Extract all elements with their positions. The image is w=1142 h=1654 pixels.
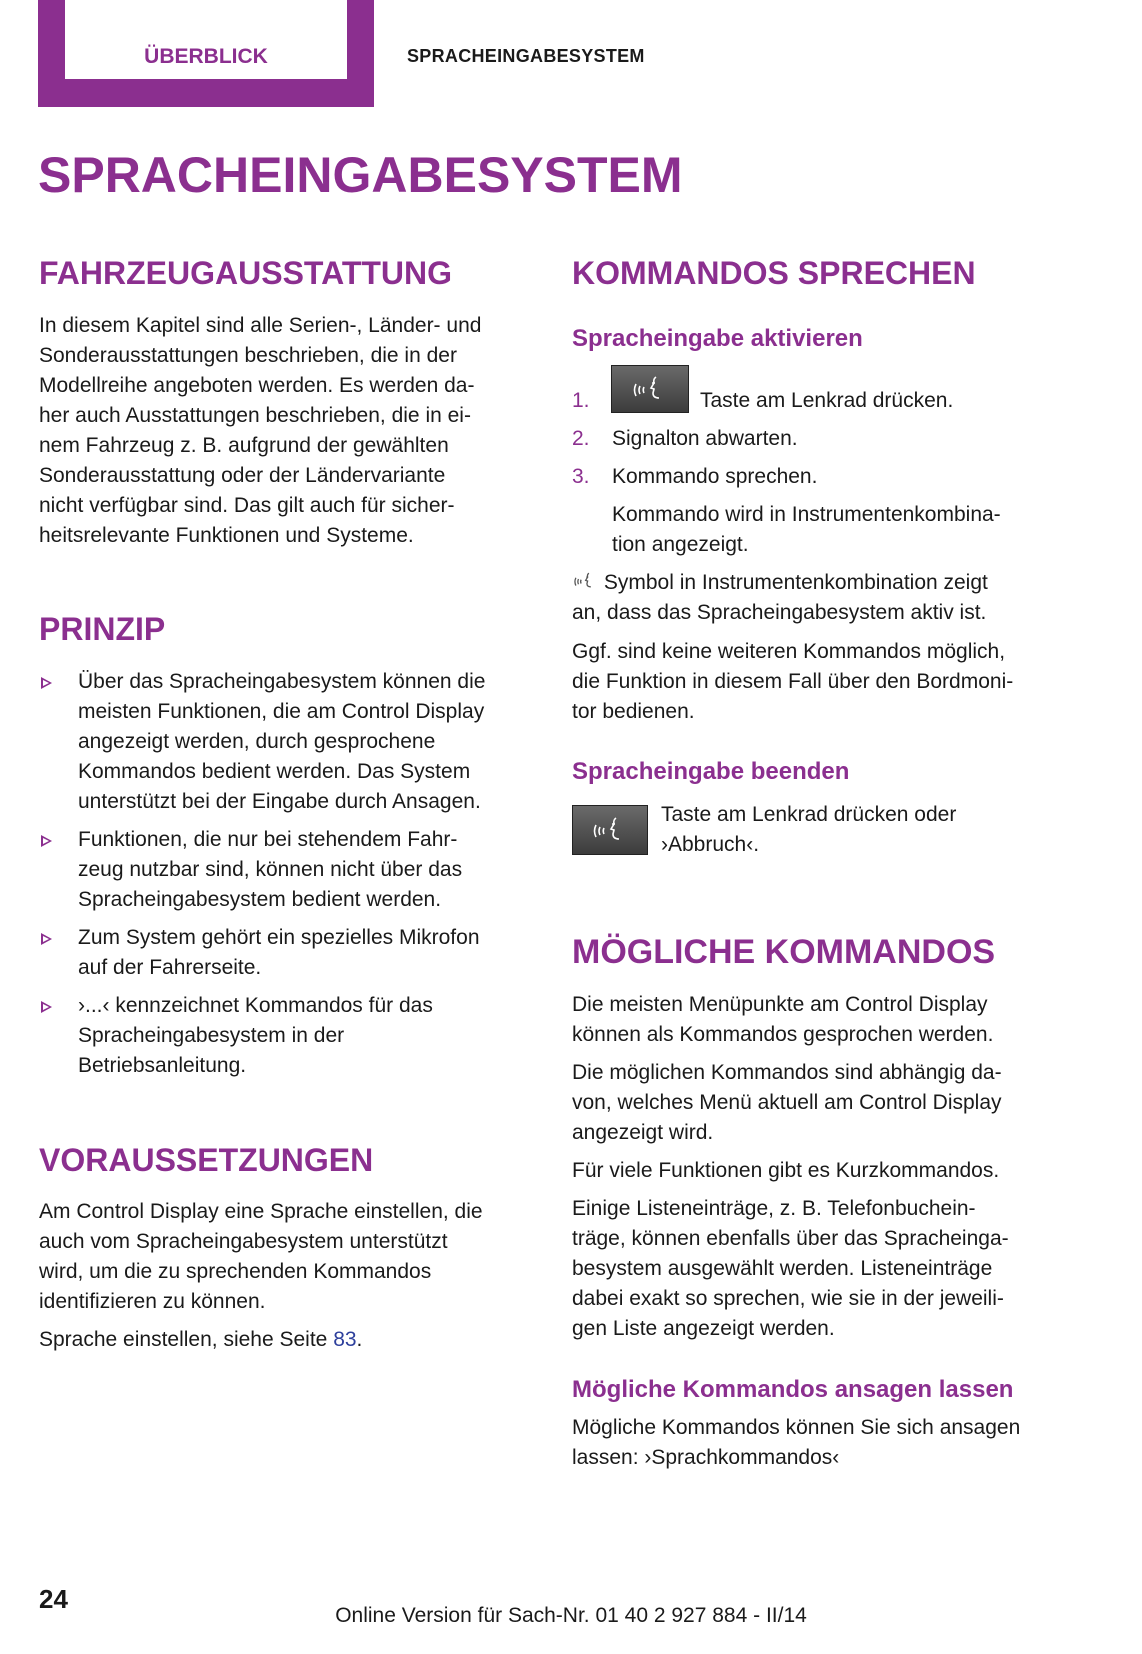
heading-moegliche-kommandos: MÖGLICHE KOMMANDOS: [572, 933, 996, 971]
page-number: 24: [39, 1584, 68, 1614]
language-reference: Sprache einstellen, siehe Seite 83.: [39, 1328, 363, 1351]
step-number: 2.: [572, 427, 590, 450]
running-title: SPRACHEINGABESYSTEM: [407, 46, 645, 66]
heading-ansagen-lassen: Mögliche Kommandos ansagen lassen: [572, 1376, 1014, 1403]
hint-paragraph: Ggf. sind keine weiteren Kommandos möglich, die Funktion in diesem Fall über den Bordmoni- tor bedienen.: [572, 640, 1014, 723]
step-text: Signalton abwarten.: [612, 427, 798, 450]
heading-prinzip: PRINZIP: [39, 611, 166, 647]
voice-command-button-icon: [572, 805, 648, 855]
voraussetzungen-paragraph: Am Control Display eine Sprache einstellen, die auch vom Spracheingabesystem unterstützt wird, um die zu sprechenden Kommandos identifizieren zu können.: [39, 1200, 483, 1313]
step-text: Kommando sprechen.: [612, 465, 818, 488]
heading-kommandos-sprechen: KOMMANDOS SPRECHEN: [572, 255, 976, 291]
voice-command-button-icon: [611, 365, 689, 413]
step-number: 1.: [572, 389, 590, 412]
moegliche-paragraph: Einige Listeneinträge, z. B. Telefonbuchein- träge, können ebenfalls über das Spracheinga- besystem ausgewählt werden. Listeneinträge dabei exakt so sprechen, wie sie in der jeweili- gen Liste angezeigt werden.: [572, 1197, 1009, 1340]
heading-fahrzeugausstattung: FAHRZEUGAUSSTATTUNG: [39, 255, 453, 291]
voice-symbol-icon: [572, 570, 598, 592]
fahrzeug-paragraph: In diesem Kapitel sind alle Serien-, Länder- und Sonderausstattungen beschrieben, die in der Modellreihe angeboten werden. Es werden da- her auch Ausstattungen beschrieben, die in ei- nem Fahrzeug z. B. aufgrund der gewählten Sonderausstattung oder der Ländervariante nicht verfügbar sind. Das gilt auch für sicher- heitsrelevante Funktionen und Systeme.: [39, 314, 482, 547]
moegliche-paragraph: Die möglichen Kommandos sind abhängig da- von, welches Menü aktuell am Control Display angezeigt wird.: [572, 1061, 1002, 1144]
heading-spracheingabe-aktivieren: Spracheingabe aktivieren: [572, 325, 863, 352]
bullet-triangle-icon: [41, 835, 52, 847]
page-link-83[interactable]: 83: [333, 1328, 357, 1351]
heading-spracheingabe-beenden: Spracheingabe beenden: [572, 758, 850, 785]
page-title: SPRACHEINGABESYSTEM: [38, 147, 683, 203]
beenden-text: Taste am Lenkrad drücken oder ›Abbruch‹.: [661, 803, 957, 856]
step-note: Kommando wird in Instrumentenkombina- tion angezeigt.: [612, 503, 1001, 556]
bullet-triangle-icon: [41, 933, 52, 945]
bullet-triangle-icon: [41, 1001, 52, 1013]
heading-voraussetzungen: VORAUSSETZUNGEN: [39, 1142, 374, 1178]
bullet-triangle-icon: [41, 677, 52, 689]
symbol-paragraph: Symbol in Instrumentenkombination zeigt an, dass das Spracheingabesystem aktiv ist.: [572, 571, 988, 624]
moegliche-paragraph: Die meisten Menüpunkte am Control Display können als Kommandos gesprochen werden.: [572, 993, 994, 1046]
chapter-tab-inner: [65, 0, 347, 79]
chapter-tab: [38, 0, 374, 107]
step-number: 3.: [572, 465, 590, 488]
step-text: Taste am Lenkrad drücken.: [700, 389, 954, 412]
footer-text: Online Version für Sach-Nr. 01 40 2 927 884 - II/14: [335, 1604, 807, 1627]
moegliche-paragraph: Für viele Funktionen gibt es Kurzkommandos.: [572, 1159, 1000, 1182]
chapter-tab-label: ÜBERBLICK: [144, 45, 268, 68]
ansagen-paragraph: Mögliche Kommandos können Sie sich ansagen lassen: ›Sprachkommandos‹: [572, 1416, 1021, 1469]
